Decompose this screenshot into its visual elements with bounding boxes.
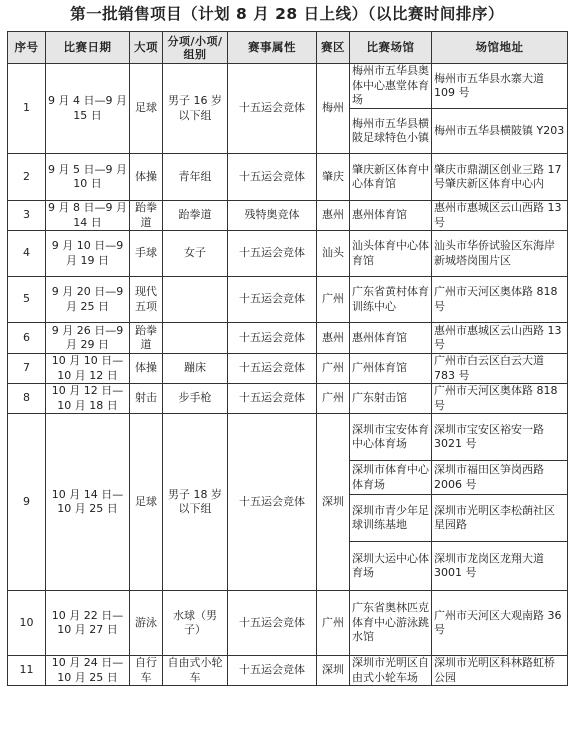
cell-venue: 梅州市五华县横陂足球特色小镇	[350, 109, 432, 154]
cell-addr: 广州市天河区奥体路 818 号	[432, 277, 568, 323]
cell-addr: 深圳市光明区李松蓢社区星园路	[432, 495, 568, 542]
cell-venue: 肇庆新区体育中心体育馆	[350, 154, 432, 201]
cell-sport: 游泳	[130, 591, 163, 656]
cell-zone: 汕头	[317, 231, 350, 277]
cell-zone: 深圳	[317, 656, 350, 686]
cell-date: 9 月 20 日—9 月 25 日	[46, 277, 130, 323]
header-sub: 分项/小项/组别	[163, 32, 228, 64]
cell-attr: 十五运会竞体	[228, 591, 317, 656]
cell-venue: 惠州体育馆	[350, 201, 432, 231]
cell-venue: 深圳市光明区自由式小轮车场	[350, 656, 432, 686]
table-row	[8, 323, 568, 354]
header-sport: 大项	[130, 32, 163, 64]
cell-attr: 十五运会竞体	[228, 323, 317, 354]
cell-sport: 跆拳道	[130, 323, 163, 354]
cell-zone: 广州	[317, 277, 350, 323]
table-row	[8, 277, 568, 323]
cell-sport: 跆拳道	[130, 201, 163, 231]
cell-addr: 惠州市惠城区云山西路 13 号	[432, 323, 568, 354]
cell-attr: 十五运会竞体	[228, 384, 317, 414]
cell-seq: 4	[8, 231, 46, 277]
cell-attr: 十五运会竞体	[228, 154, 317, 201]
table-row	[8, 231, 568, 277]
cell-zone: 惠州	[317, 323, 350, 354]
cell-sub: 青年组	[163, 154, 228, 201]
cell-addr: 深圳市福田区笋岗西路 2006 号	[432, 461, 568, 495]
cell-attr: 十五运会竞体	[228, 414, 317, 591]
cell-date: 10 月 22 日—10 月 27 日	[46, 591, 130, 656]
cell-addr: 深圳市宝安区裕安一路 3021 号	[432, 414, 568, 461]
cell-venue: 广州体育馆	[350, 354, 432, 384]
cell-seq: 3	[8, 201, 46, 231]
cell-addr: 深圳市龙岗区龙翔大道 3001 号	[432, 542, 568, 591]
cell-date: 9 月 5 日—9 月 10 日	[46, 154, 130, 201]
cell-addr: 广州市白云区白云大道 783 号	[432, 354, 568, 384]
cell-zone: 广州	[317, 591, 350, 656]
cell-seq: 8	[8, 384, 46, 414]
cell-addr: 深圳市光明区科林路虹桥公园	[432, 656, 568, 686]
cell-sub	[163, 277, 228, 323]
cell-addr: 广州市天河区奥体路 818 号	[432, 384, 568, 414]
cell-venue: 深圳市青少年足球训练基地	[350, 495, 432, 542]
cell-sub: 蹦床	[163, 354, 228, 384]
cell-attr: 十五运会竞体	[228, 231, 317, 277]
table-row	[8, 201, 568, 231]
cell-sport: 射击	[130, 384, 163, 414]
cell-zone: 梅州	[317, 64, 350, 154]
table-row	[8, 384, 568, 414]
cell-venue: 广东射击馆	[350, 384, 432, 414]
cell-sport: 足球	[130, 414, 163, 591]
cell-date: 10 月 10 日—10 月 12 日	[46, 354, 130, 384]
cell-sport: 手球	[130, 231, 163, 277]
cell-venue: 深圳市宝安体育中心体育场	[350, 414, 432, 461]
cell-addr: 广州市天河区大观南路 36 号	[432, 591, 568, 656]
header-date: 比赛日期	[46, 32, 130, 64]
cell-addr: 肇庆市鼎湖区创业三路 17 号肇庆新区体育中心内	[432, 154, 568, 201]
cell-zone: 广州	[317, 354, 350, 384]
header-attr: 赛事属性	[228, 32, 317, 64]
cell-date: 9 月 10 日—9 月 19 日	[46, 231, 130, 277]
cell-seq: 5	[8, 277, 46, 323]
table-row	[8, 591, 568, 656]
cell-date: 10 月 24 日—10 月 25 日	[46, 656, 130, 686]
cell-addr: 梅州市五华县水寨大道 109 号	[432, 64, 568, 109]
table-row	[8, 354, 568, 384]
cell-sub: 跆拳道	[163, 201, 228, 231]
header-row	[8, 32, 568, 64]
cell-sub: 自由式小轮车	[163, 656, 228, 686]
cell-venue: 深圳大运中心体育场	[350, 542, 432, 591]
cell-attr: 十五运会竞体	[228, 277, 317, 323]
cell-date: 9 月 8 日—9 月 14 日	[46, 201, 130, 231]
cell-sub: 男子 16 岁以下组	[163, 64, 228, 154]
cell-zone: 肇庆	[317, 154, 350, 201]
cell-venue: 惠州体育馆	[350, 323, 432, 354]
header-seq: 序号	[8, 32, 46, 64]
cell-seq: 7	[8, 354, 46, 384]
cell-seq: 6	[8, 323, 46, 354]
cell-venue: 深圳市体育中心体育场	[350, 461, 432, 495]
cell-addr: 梅州市五华县横陂镇 Y203	[432, 109, 568, 154]
table-row	[8, 154, 568, 201]
cell-addr: 惠州市惠城区云山西路 13 号	[432, 201, 568, 231]
cell-sub: 步手枪	[163, 384, 228, 414]
cell-addr: 汕头市华侨试验区东海岸新城塔岗围片区	[432, 231, 568, 277]
cell-seq: 11	[8, 656, 46, 686]
cell-seq: 1	[8, 64, 46, 154]
cell-venue: 汕头体育中心体育馆	[350, 231, 432, 277]
cell-sport: 体操	[130, 154, 163, 201]
cell-sport: 自行车	[130, 656, 163, 686]
cell-zone: 深圳	[317, 414, 350, 591]
cell-attr: 十五运会竞体	[228, 64, 317, 154]
cell-venue: 梅州市五华县奥体中心惠堂体育场	[350, 64, 432, 109]
cell-seq: 9	[8, 414, 46, 591]
cell-sub: 水球（男子）	[163, 591, 228, 656]
cell-sub	[163, 323, 228, 354]
cell-venue: 广东省黄村体育训练中心	[350, 277, 432, 323]
schedule-table	[7, 31, 568, 686]
cell-zone: 广州	[317, 384, 350, 414]
cell-sport: 足球	[130, 64, 163, 154]
header-addr: 场馆地址	[432, 32, 568, 64]
cell-sub: 女子	[163, 231, 228, 277]
cell-date: 10 月 14 日—10 月 25 日	[46, 414, 130, 591]
header-venue: 比赛场馆	[350, 32, 432, 64]
cell-date: 9 月 26 日—9 月 29 日	[46, 323, 130, 354]
cell-date: 10 月 12 日—10 月 18 日	[46, 384, 130, 414]
cell-attr: 十五运会竞体	[228, 656, 317, 686]
table-row	[8, 64, 568, 109]
table-body	[8, 64, 568, 686]
cell-attr: 残特奥竞体	[228, 201, 317, 231]
header-zone: 赛区	[317, 32, 350, 64]
cell-seq: 2	[8, 154, 46, 201]
cell-sub: 男子 18 岁以下组	[163, 414, 228, 591]
cell-sport: 体操	[130, 354, 163, 384]
table-row	[8, 414, 568, 461]
cell-attr: 十五运会竞体	[228, 354, 317, 384]
page-title: 第一批销售项目（计划 8 月 28 日上线）（以比赛时间排序）	[70, 5, 504, 23]
cell-sport: 现代五项	[130, 277, 163, 323]
cell-date: 9 月 4 日—9 月 15 日	[46, 64, 130, 154]
cell-seq: 10	[8, 591, 46, 656]
cell-zone: 惠州	[317, 201, 350, 231]
table-row	[8, 656, 568, 686]
cell-venue: 广东省奥林匹克体育中心游泳跳水馆	[350, 591, 432, 656]
